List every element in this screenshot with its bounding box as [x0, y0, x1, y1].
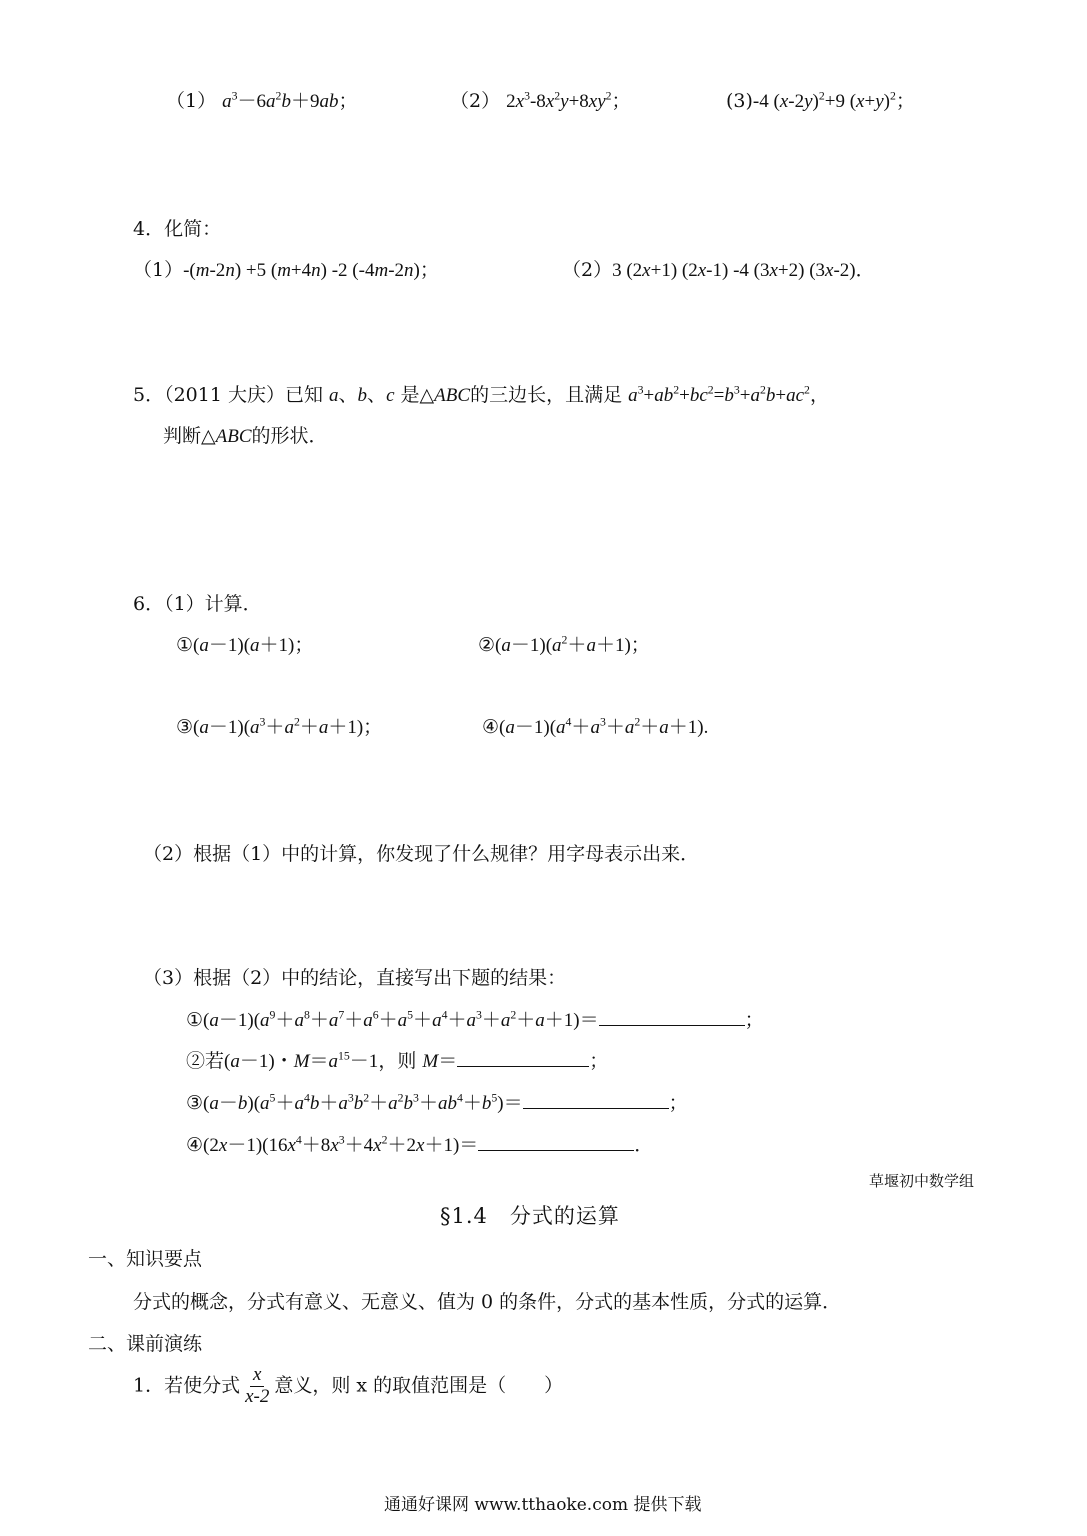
answer-blank-1[interactable]	[599, 1009, 745, 1026]
q6-calc-3: $③(a-1)(a^3+a^2+a+1)$；	[176, 715, 383, 738]
q4-item-1: （1）-(m-2n) +5 (m+4n) -2 (-4m-2n)；	[133, 259, 439, 281]
q6-fill-3: $③(a-b)(a^5+a^4b+a^3b^2+a^2b^3+ab^4+b^5)=$ ；	[186, 1091, 688, 1114]
q6-part-2: （2）根据（1）中的计算，你发现了什么规律？用字母表示出来．	[143, 843, 700, 865]
answer-blank-4[interactable]	[478, 1134, 634, 1151]
section-title: §1.4 分式的运算	[440, 1204, 620, 1228]
q6-calc-1: ①(a－1)(a＋1)；	[176, 634, 314, 656]
credit-label: 草堰初中数学组	[869, 1172, 975, 1190]
q4-heading: 4．化简：	[133, 218, 222, 240]
q6-fill-1: $①(a-1)(a^9+a^8+a^7+a^6+a^5+a^4+a^3+a^2+a+1)=$ ；	[186, 1008, 764, 1031]
q3-item-1: （1） $a^3-6a^2b+9ab$；	[166, 89, 358, 112]
q6-part-3: （3）根据（2）中的结论，直接写出下题的结果：	[143, 967, 567, 989]
q6-calc-4: $④(a-1)(a^4+a^3+a^2+a+1)$.	[482, 715, 709, 738]
page-footer: 通通好课网 www.tthaoke.com 提供下载	[384, 1495, 702, 1515]
q6-heading: 6．（1）计算．	[133, 593, 262, 615]
q3-item-2: （2） $2x^3-8x^2y+8xy^2$；	[450, 89, 631, 112]
fraction: $\frac{x}{x-2}$	[245, 1364, 270, 1407]
q5-line-1: 5．（2011 大庆）已知 a、b、c 是△ABC的三边长，且满足 $a^3+ab^2+bc^2=b^3+a^2b+ac^2$，	[133, 383, 829, 406]
q5-line-2: 判断△ABC的形状．	[163, 425, 328, 447]
q6-calc-2: $②(a-1)(a^2+a+1)$；	[478, 633, 650, 656]
q6-fill-4: $④(2x-1)(16x^4+8x^3+4x^2+2x+1)=$ ．	[186, 1133, 654, 1156]
q6-fill-2: ②若(a－1)・$M=a^{15}-1$，则 M＝ ；	[186, 1049, 609, 1072]
answer-blank-3[interactable]	[523, 1092, 669, 1109]
q4-item-2: （2）3 (2x+1) (2x-1) -4 (3x+2) (3x-2)．	[562, 259, 875, 281]
section-heading-2: 二、课前演练	[88, 1333, 203, 1355]
section-body-1: 分式的概念，分式有意义、无意义、值为 0 的条件，分式的基本性质，分式的运算．	[133, 1291, 842, 1313]
section-question-1: 1．若使分式 $\frac{x}{x-2}$ 意义，则 x 的取值范围是（ ）	[133, 1364, 564, 1407]
section-heading-1: 一、知识要点	[88, 1248, 203, 1270]
answer-blank-2[interactable]	[457, 1050, 589, 1067]
q3-item-3: (3)-4 $(x-2y)^2+9$ $(x+y)^2$；	[726, 89, 915, 112]
